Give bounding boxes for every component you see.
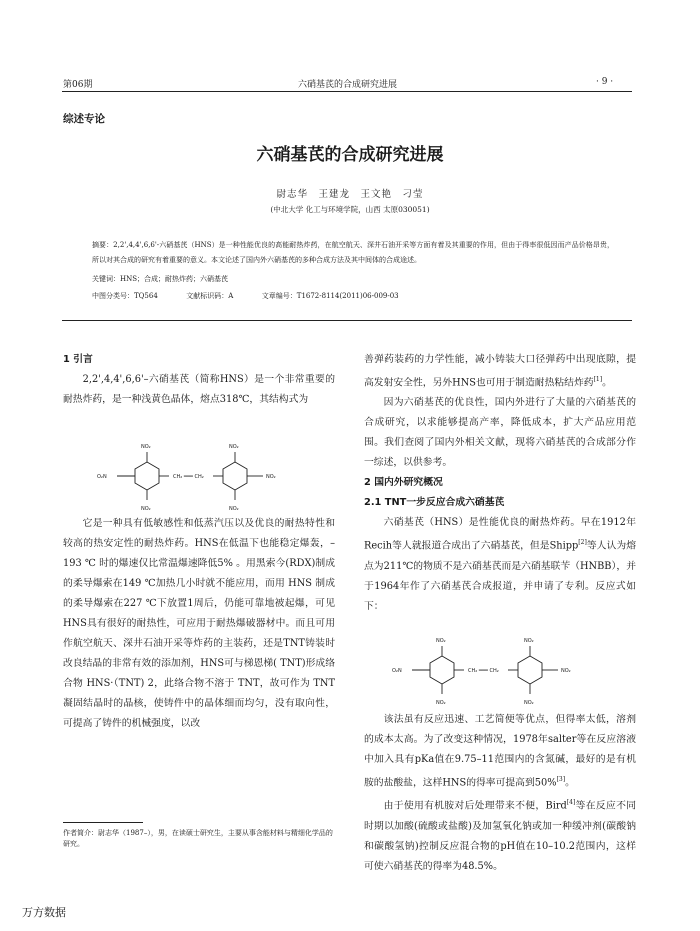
nitro-label: NO₂ bbox=[436, 638, 446, 644]
clc-number: 中图分类号：TQ564 bbox=[92, 292, 158, 300]
benzene-ring-left bbox=[135, 462, 159, 490]
heading-tnt-one-step: 2.1 TNT一步反应合成六硝基芪 bbox=[364, 497, 505, 509]
hns-structure-2 bbox=[380, 632, 620, 712]
abstract: 摘要：2,2',4,4',6,6'-六硝基芪（HNS）是一种性能优良的高能耐热炸药，在航空航天、深井石油开采等方面有着及其重要的作用，但由于得率很低因而产品价格昂贵，所以对其合成的研究有着重要的意义。本文论述了国内外六硝基芪的多种合成方法及其中间体的合成途述。 bbox=[92, 241, 614, 264]
footnote-rule bbox=[63, 822, 143, 823]
author-footnote: 作者简介：尉志华（1987–），男，在读硕士研究生，主要从事含能材料与精细化学品的研究。 bbox=[63, 829, 333, 848]
article-number: 文章编号：T1672-8114(2011)06-009-03 bbox=[261, 292, 399, 300]
classification-line bbox=[92, 289, 614, 304]
section-label: 综述专论 bbox=[63, 113, 105, 125]
abstract-block bbox=[92, 238, 614, 304]
article-title: 六硝基芪的合成研究进展 bbox=[256, 145, 444, 165]
nitro-label: NO₂ bbox=[524, 638, 534, 644]
benzene-ring-right bbox=[223, 462, 247, 490]
watermark: 万方数据 bbox=[22, 906, 66, 919]
citation-2: [2] bbox=[578, 539, 587, 547]
nitro-label: O₂N bbox=[97, 474, 107, 480]
citation-4: [4] bbox=[566, 799, 576, 807]
right-column bbox=[364, 350, 636, 617]
nitro-label: NO₂ bbox=[524, 700, 534, 706]
ethylene-bridge-label: CH₂ ═══ CH₂ bbox=[468, 668, 499, 674]
affiliation: (中北大学 化工与环境学院，山西 太原030051) bbox=[270, 205, 430, 214]
left-column bbox=[63, 350, 335, 410]
intro-paragraph: 2,2',4,4',6,6'–六硝基芪（简称HNS）是一个非常重要的耐热炸药，是一种浅黄色晶体，熔点318℃，其结构式为 bbox=[63, 374, 335, 405]
nitro-label: NO₂ bbox=[561, 668, 571, 674]
salter-paragraph: 该法虽有反应迅速、工艺简便等优点，但得率太低，溶剂的成本太高。为了改变这种情况，1978年salter等在反应溶液中加入具有pKa值在9.75–11范围内的含氮碱，最好的是有机胺的盐酸盐，这样HNS的得率可提高到50%[3]。 bbox=[364, 714, 636, 789]
nitro-label: NO₂ bbox=[141, 444, 151, 450]
document-code: 文献标识码：A bbox=[186, 292, 234, 300]
keywords: 关键词：HNS；合成；耐热炸药；六硝基芪 bbox=[92, 275, 229, 283]
journal-issue: 第06期 bbox=[63, 80, 93, 90]
bird-paragraph: 由于使用有机胺对后处理带来不便，Bird[4]等在反应不同时期以加酸(硫酸或盐酸)及加氢氧化钠或加一种缓冲剂(碳酸钠和碳酸氢钠)控制反应混合物的pH值在10–10.2范围内，这样可使六硝基芪的得率为48.5%。 bbox=[364, 799, 636, 872]
nitro-label: NO₂ bbox=[229, 506, 239, 512]
nitro-label: NO₂ bbox=[229, 444, 239, 450]
header-rule bbox=[62, 91, 632, 92]
benzene-ring-right bbox=[518, 656, 542, 684]
nitro-label: NO₂ bbox=[141, 506, 151, 512]
heading-research-overview: 2 国内外研究概况 bbox=[364, 477, 443, 489]
running-title: 六硝基芪的合成研究进展 bbox=[298, 80, 398, 90]
page-number: · 9 · bbox=[596, 77, 614, 87]
history-paragraph: 六硝基芪（HNS）是性能优良的耐热炸药。早在1912年Recih等人就报道合成出了六硝基芪，但是Shipp[2]等人认为熔点为211℃的物质不是六硝基芪而是六硝基联苄（HNBB），并于1964年作了六硝基芪合成报道，并申请了专利。反应式如下： bbox=[364, 517, 636, 612]
continued-paragraph: 善弹药装药的力学性能，减小铸装大口径弹药中出现底隙，提高发射安全性，另外HNS也可用于制造耐热粘结炸药[1]。 bbox=[364, 354, 636, 389]
nitro-label: NO₂ bbox=[436, 700, 446, 706]
nitro-label: NO₂ bbox=[266, 474, 276, 480]
authors: 尉志华 王建龙 王文艳 刁莹 bbox=[276, 189, 424, 200]
heading-introduction: 1 引言 bbox=[63, 354, 93, 365]
left-column-continued bbox=[63, 514, 335, 734]
properties-paragraph: 它是一种具有低敏感性和低蒸汽压以及优良的耐热特性和较高的热安定性的耐热炸药。HNS在低温下也能稳定爆轰，– 193 ℃ 时的爆速仅比常温爆速降低5% 。用黑索今(RDX)制成的柔导爆索在149 ℃加热几小时就不能应用，而用 HNS 制成的柔导爆索在227 ℃下放置1周后，仍能可靠地被起爆，可见HNS具有很好的耐热性，可应用于耐热爆破器材中。而且可用作航空航天、深井石油开采等炸药的主装药，还是TNT铸装时改良结晶的非常有效的添加剂，HNS可与梯恩梯( TNT)形成络合物 HNS·（TNT) 2，此络合物不溶于 TNT，故可作为 TNT凝固结晶时的晶核，使铸件中的晶体细而均匀，没有取向性，可提高了铸件的机械强度，以改 bbox=[63, 518, 335, 729]
motivation-paragraph: 因为六硝基芪的优良性，国内外进行了大量的六硝基芪的合成研究，以求能够提高产率，降低成本，扩大产品应用范围。我们查阅了国内外相关文献，现将六硝基芪的合成部分作一综述，以供参考。 bbox=[364, 397, 636, 469]
citation-1: [1] bbox=[593, 376, 603, 383]
right-column-continued bbox=[364, 710, 636, 877]
benzene-ring-left bbox=[430, 656, 454, 684]
hns-structure-1 bbox=[85, 438, 325, 518]
citation-3: [3] bbox=[556, 776, 566, 783]
nitro-label: O₂N bbox=[392, 668, 402, 674]
ethylene-bridge-label: CH₂ ═══ CH₂ bbox=[173, 474, 204, 480]
abstract-rule bbox=[62, 320, 632, 321]
